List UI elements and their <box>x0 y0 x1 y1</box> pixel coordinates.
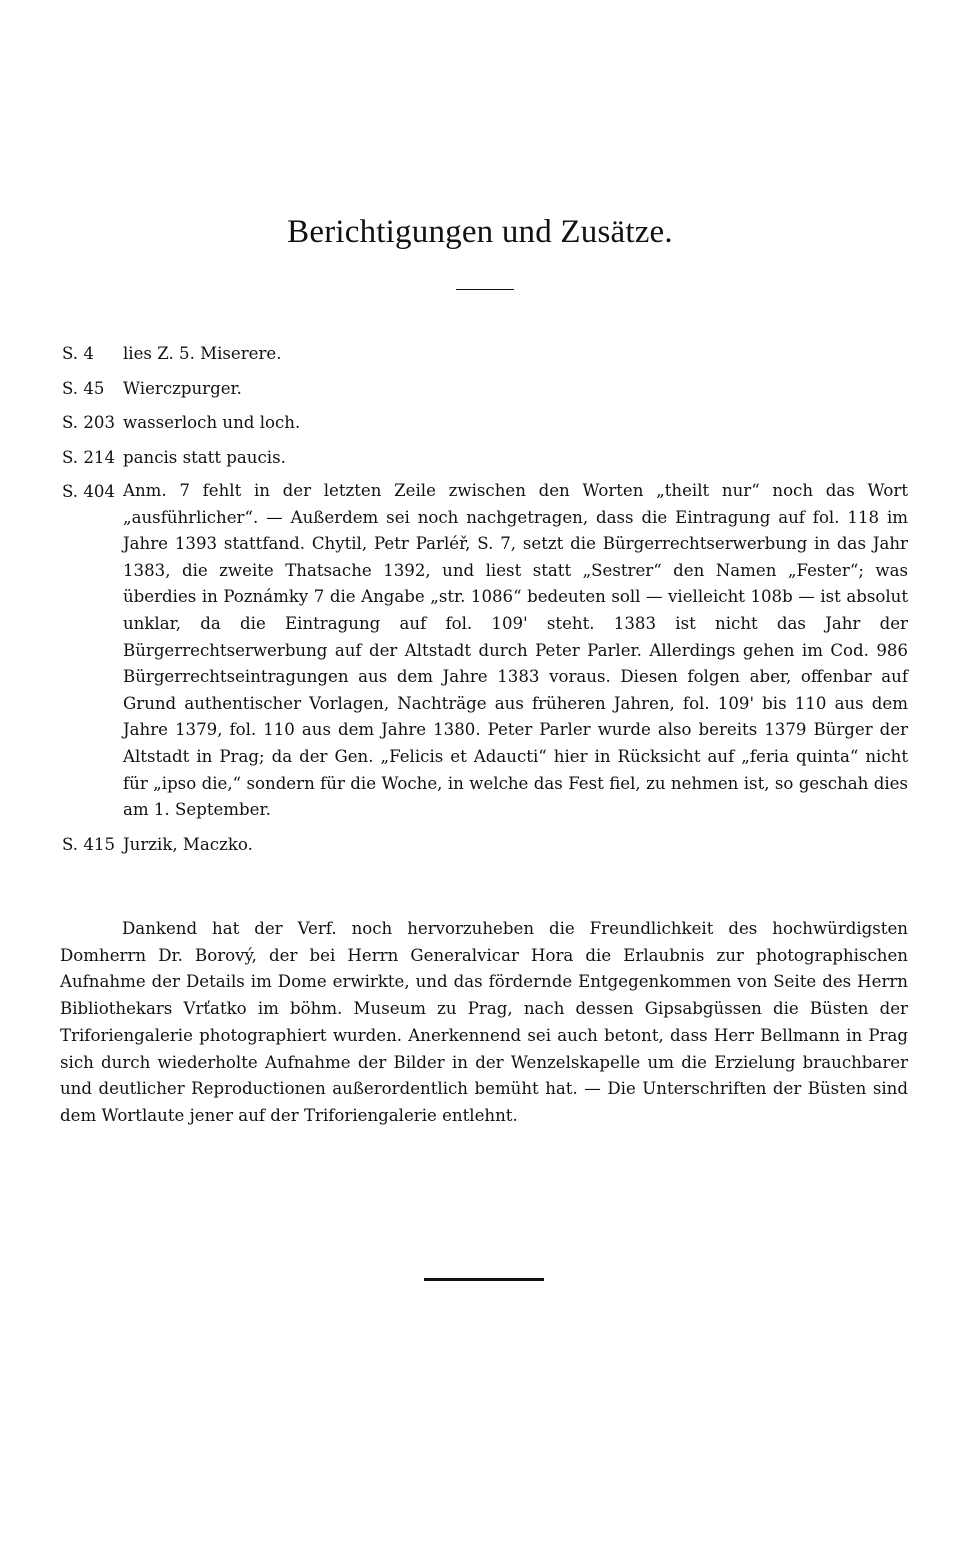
page-title: Berichtigungen und Zusätze. <box>287 214 673 250</box>
page-reference: S. 214 <box>62 447 115 467</box>
end-rule <box>424 1278 544 1281</box>
correction-item <box>62 478 908 824</box>
correction-text: lies Z. 5. Miserere. <box>123 344 282 363</box>
correction-text: Wierczpurger. <box>123 378 242 398</box>
correction-item <box>62 375 908 402</box>
page-reference: S. 415 <box>62 835 115 855</box>
page-reference: S. 404 <box>62 482 115 501</box>
title-rule <box>456 289 514 290</box>
page-reference: S. 203 <box>62 413 115 432</box>
correction-text: pancis statt paucis. <box>123 447 286 467</box>
correction-item <box>62 831 908 858</box>
correction-text: Anm. 7 fehlt in der letzten Zeile zwischen den Worten „theilt nur“ noch das Wort „ausführlicher“. — Außerdem sei noch nachgetragen, dass die Eintragung auf fol. 118 im Jahre 1393 stattfand. Chytil, Petr Parléř, S. 7, setzt die Bürgerrechtserwerbung in das Jahr 1383, die zweite Thatsache 1392, und liest statt „Sestrer“ den Namen „Fester“; was überdies in Poznámky 7 die Angabe „str. 1086“ bedeuten soll — vielleicht 108b — ist absolut unklar, da die Eintragung auf fol. 109' steht. 1383 ist nicht das Jahr der Bürgerrechtserwerbung auf der Altstadt durch Peter Parler. Allerdings gehen im Cod. 986 Bürgerrechtseintragungen aus dem Jahre 1383 voraus. Diesen folgen aber, offenbar auf Grund authentischer Vorlagen, Nachträge aus früheren Jahren, fol. 109' bis 110 aus dem Jahre 1379, fol. 110 aus dem Jahre 1380. Peter Parler wurde also bereits 1379 Bürger der Altstadt in Prag; da der Gen. „Felicis et Adaucti“ hier in Rücksicht auf „feria quinta“ nicht für „ipso die,“ sondern für die Woche, in welche das Fest fiel, zu nehmen ist, so geschah dies am 1. September. <box>123 481 908 820</box>
correction-item <box>62 409 908 436</box>
correction-item <box>62 444 908 471</box>
corrections-list <box>62 340 908 866</box>
page-reference: S. 45 <box>62 378 105 398</box>
correction-text: wasserloch und loch. <box>123 413 301 432</box>
correction-text: Jurzik, Maczko. <box>123 835 253 855</box>
acknowledgement-paragraph: Dankend hat der Verf. noch hervorzuheben die Freundlichkeit des hochwürdigsten Domherrn Dr. Borový, der bei Herrn Generalvicar Hora die Erlaubnis zur photographischen Aufnahme der Details im Dome erwirkte, und das fördernde Entgegenkommen von Seite des Herrn Bibliothekars Vrťatko im böhm. Museum zu Prag, nach dessen Gipsabgüssen die Büsten der Triforiengalerie photographiert wurden. Anerkennend sei auch betont, dass Herr Bellmann in Prag sich durch wiederholte Aufnahme der Bilder in der Wenzelskapelle um die Erzielung brauchbarer und deutlicher Reproductionen außerordentlich bemüht hat. — Die Unterschriften der Büsten sind dem Wortlaute jener auf der Triforiengalerie entlehnt. <box>60 919 908 1125</box>
page-reference: S. 4 <box>62 344 94 363</box>
correction-item <box>62 340 908 367</box>
